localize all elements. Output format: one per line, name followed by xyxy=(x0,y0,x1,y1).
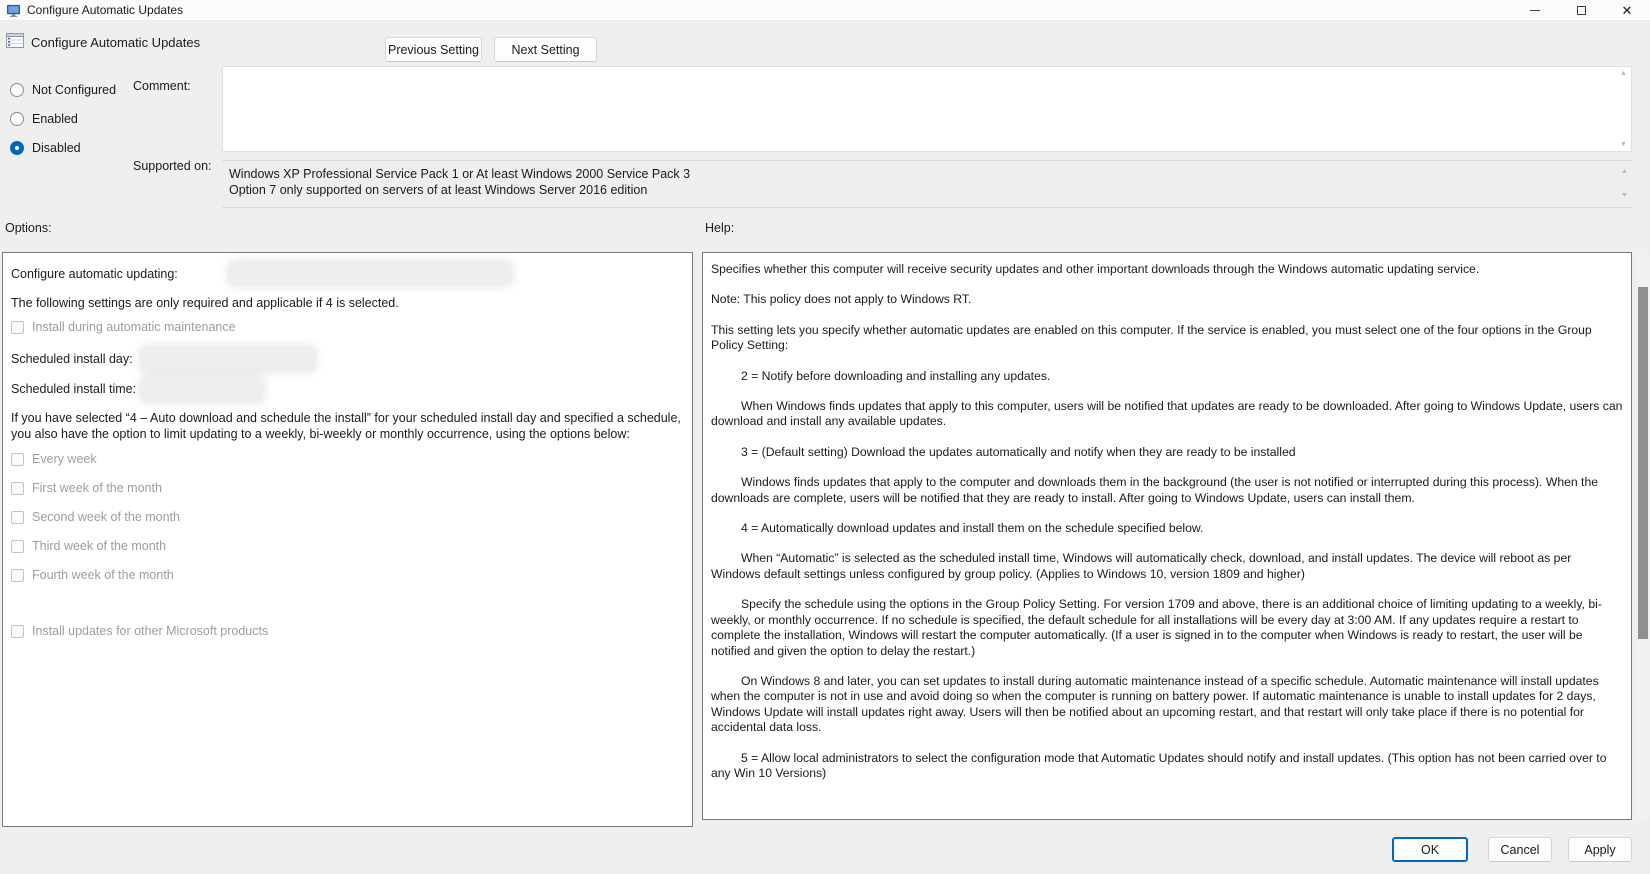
options-note: The following settings are only required and applicable if 4 is selected. xyxy=(11,296,399,310)
comment-scrollbar[interactable] xyxy=(1617,68,1630,150)
help-section-label: Help: xyxy=(705,221,735,235)
radio-enabled[interactable] xyxy=(10,112,78,126)
supported-on-line1: Windows XP Professional Service Pack 1 or At least Windows 2000 Service Pack 3 xyxy=(229,167,691,181)
help-paragraph: This setting lets you specify whether automatic updates are enabled on this computer. If the service is enabled, you must select one of the four options in the Group Policy Setting: xyxy=(711,322,1592,353)
help-scrollbar-track[interactable] xyxy=(1637,254,1649,820)
close-button[interactable] xyxy=(1604,0,1650,21)
checkbox-third-week[interactable] xyxy=(11,539,166,553)
help-paragraph: 3 = (Default setting) Download the updates automatically and notify when they are ready to be installed xyxy=(741,444,1296,459)
help-paragraph: 5 = Allow local administrators to select the configuration mode that Automatic Updates should notify and install updates. (This option has not been carried over to any Win 10 Versions) xyxy=(711,750,1607,780)
checkbox-icon xyxy=(11,569,24,582)
window-title: Configure Automatic Updates xyxy=(27,3,184,17)
restore-button[interactable] xyxy=(1558,0,1604,21)
radio-not-configured[interactable] xyxy=(10,83,116,97)
checkbox-icon xyxy=(11,540,24,553)
radio-not-configured-label: Not Configured xyxy=(32,83,117,97)
checkbox-icon xyxy=(11,511,24,524)
scroll-up-icon: ▲ xyxy=(1621,168,1628,175)
help-paragraph: 2 = Notify before downloading and installing any updates. xyxy=(741,368,1051,383)
radio-selected-icon xyxy=(10,141,24,155)
radio-disabled-label: Disabled xyxy=(32,141,81,155)
checkbox-icon xyxy=(11,625,24,638)
radio-circle-icon xyxy=(10,112,24,126)
radio-disabled[interactable] xyxy=(10,141,81,155)
help-paragraph: When Windows finds updates that apply to this computer, users will be notified that updates are ready to be downloaded. After going to Windows Update, users can download and install any available updates. xyxy=(711,399,1623,429)
options-section-label: Options: xyxy=(5,221,52,235)
comment-label: Comment: xyxy=(133,79,191,93)
checkbox-first-week[interactable] xyxy=(11,481,162,495)
next-setting-button[interactable]: Next Setting xyxy=(494,37,597,62)
supported-scrollbar[interactable] xyxy=(1618,162,1631,206)
configure-updating-label: Configure automatic updating: xyxy=(11,267,178,281)
policy-name: Configure Automatic Updates xyxy=(31,35,201,50)
help-paragraph: On Windows 8 and later, you can set updates to install during automatic maintenance instead of a specific schedule. Automatic maintenance will install updates when the computer is not in use and avoid doing so when the computer is running on battery power. If automatic maintenance is unable to install updates for 2 days, Windows Update will install updates right away. Users will then be notified about an upcoming restart, and that restart will only take place if there is no potential for accidental data loss. xyxy=(711,673,1599,735)
supported-on-line2: Option 7 only supported on servers of at least Windows Server 2016 edition xyxy=(229,183,648,197)
checkbox-every-week[interactable] xyxy=(11,452,97,466)
window-controls xyxy=(1512,0,1650,21)
help-paragraph: Windows finds updates that apply to the computer and downloads them in the background (the user is not notified or interrupted during this process). When the downloads are complete, users will be notified that they are ready to install. After going to Windows Update, users can install them. xyxy=(711,475,1598,505)
checkbox-label: Every week xyxy=(32,452,97,466)
ok-button[interactable]: OK xyxy=(1392,837,1468,862)
checkbox-install-during-maintenance[interactable] xyxy=(11,320,236,334)
checkbox-fourth-week[interactable] xyxy=(11,568,174,582)
checkbox-label: First week of the month xyxy=(32,481,162,495)
supported-on-label: Supported on: xyxy=(133,159,212,173)
close-icon: ✕ xyxy=(1621,3,1633,18)
apply-button[interactable]: Apply xyxy=(1568,837,1632,862)
previous-setting-button[interactable]: Previous Setting xyxy=(385,37,482,62)
checkbox-label: Install during automatic maintenance xyxy=(32,320,236,334)
checkbox-label: Fourth week of the month xyxy=(32,568,174,582)
comment-textarea[interactable] xyxy=(222,66,1632,152)
checkbox-icon xyxy=(11,321,24,334)
scheduled-install-time-label: Scheduled install time: xyxy=(11,382,137,396)
scheduled-install-day-dropdown[interactable] xyxy=(141,347,315,371)
checkbox-label: Second week of the month xyxy=(32,510,181,524)
policy-setting-icon xyxy=(6,32,24,50)
checkbox-label: Third week of the month xyxy=(32,539,167,553)
cancel-button[interactable]: Cancel xyxy=(1488,837,1552,862)
scroll-up-icon: ▲ xyxy=(1620,70,1627,77)
supported-on-box xyxy=(222,160,1632,208)
restore-icon xyxy=(1577,6,1586,15)
schedule-note: If you have selected “4 – Auto download and schedule the install” for your scheduled install day and specified a schedule, you also have the option to limit updating to a weekly, bi-weekly or monthly occurrence, using the options below: xyxy=(11,411,681,441)
checkbox-icon xyxy=(11,453,24,466)
minimize-button[interactable] xyxy=(1512,0,1558,21)
help-scrollbar-thumb[interactable] xyxy=(1638,287,1648,639)
scheduled-install-time-dropdown[interactable] xyxy=(141,377,263,401)
help-paragraph: 4 = Automatically download updates and install them on the schedule specified below. xyxy=(741,521,1204,536)
checkbox-icon xyxy=(11,482,24,495)
checkbox-second-week[interactable] xyxy=(11,510,180,524)
scroll-down-icon: ▼ xyxy=(1621,192,1628,199)
help-paragraph: Note: This policy does not apply to Windows RT. xyxy=(711,292,972,307)
radio-enabled-label: Enabled xyxy=(32,112,78,126)
options-panel xyxy=(2,252,693,827)
help-paragraph: When “Automatic” is selected as the scheduled install time, Windows will automatically check, download, and install updates. The device will reboot as per Windows default settings unless configured by group policy. (Applies to Windows 10, version 1809 and higher) xyxy=(711,551,1572,581)
scheduled-install-day-label: Scheduled install day: xyxy=(11,352,133,366)
scroll-down-icon: ▼ xyxy=(1620,141,1627,148)
app-monitor-icon xyxy=(6,3,21,18)
help-paragraph: Specifies whether this computer will receive security updates and other important downloads through the Windows automatic updating service. xyxy=(711,262,1480,276)
checkbox-other-microsoft-products[interactable] xyxy=(11,624,268,638)
title-bar xyxy=(0,0,1650,21)
help-paragraph: Specify the schedule using the options in the Group Policy Setting. For version 1709 and above, there is an additional choice of limiting updating to a weekly, bi-weekly, or monthly occurrence. If no schedule is specified, the default schedule for all installations will be every day at 3:00 AM. If any updates require a restart to complete the installation, Windows will restart the computer automatically. (If a user is signed in to the computer when Windows is ready to restart, the user will be notified and given the option to delay the restart.) xyxy=(711,597,1602,658)
minimize-icon xyxy=(1530,10,1540,11)
configure-updating-dropdown[interactable] xyxy=(229,262,511,285)
help-text-panel xyxy=(702,252,1632,820)
radio-circle-icon xyxy=(10,83,24,97)
checkbox-label: Install updates for other Microsoft products xyxy=(32,624,269,638)
